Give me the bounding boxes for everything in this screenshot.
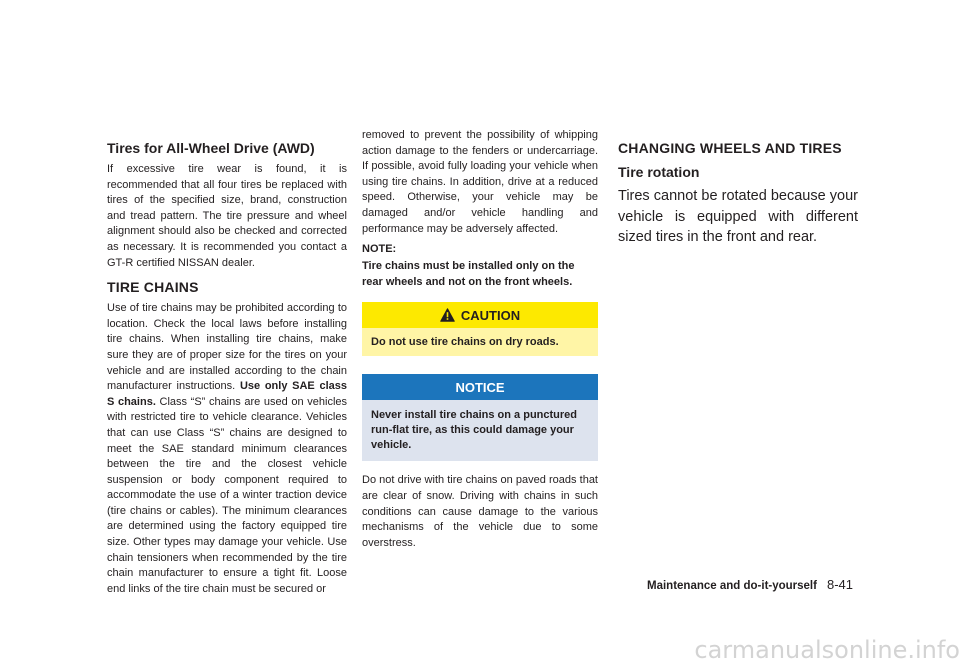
caution-header (362, 302, 598, 328)
notice-text: Never install tire chains on a punctured run-flat tire, as this could damage your vehicle. (362, 400, 598, 461)
tire-rotation-heading: Tire rotation (618, 164, 700, 180)
footer-section-title: Maintenance and do-it-yourself (647, 580, 817, 592)
watermark: carmanualsonline.info (694, 636, 960, 664)
chains-text-a: Use of tire chains may be prohibited according to location. Check the local laws before installing tire chains. When installing tire chains, make sure they are of proper size for the tires on your vehicle and are installed according to the chain manufacturer instructions. (107, 302, 347, 393)
tire-rotation-paragraph: Tires cannot be rotated because your vehicle is equipped with different sized tires in the front and rear. (618, 188, 858, 245)
notice-box (362, 374, 598, 461)
note-label: NOTE: (362, 243, 397, 256)
page-footer (647, 577, 853, 592)
caution-box (362, 302, 598, 356)
tire-chains-paragraph (107, 301, 347, 597)
caution-title: CAUTION (460, 307, 521, 323)
chains-continued-paragraph: removed to prevent the possibility of whipping action damage to the fenders or undercarriage. If possible, avoid fully loading your vehicle when using tire chains. In addition, drive at a reduced speed. Otherwise, your vehicle may be damaged and/or vehicle handling and performance may be adversely affected. (362, 129, 598, 235)
tire-chains-heading: TIRE CHAINS (107, 279, 199, 296)
middle-column (362, 128, 598, 551)
changing-wheels-heading: CHANGING WHEELS AND TIRES (618, 140, 842, 156)
left-column (107, 140, 347, 597)
caution-text: Do not use tire chains on dry roads. (362, 328, 598, 356)
chains-text-c: Class “S” chains are used on vehicles with restricted tire to vehicle clearance. Vehicles that can use Class “S” chains are designed to meet the SAE standard minimum clearances between the tire and the closest vehicle suspension or body component required to accommodate the use of a winter traction device (tire chains or cables). The minimum clearances are determined using the factory equipped tire size. Other types may damage your vehicle. Use chain tensioners when recommended by the tire chain manufacturer to ensure a tight fit. Loose end links of the tire chain must be secured or (107, 395, 348, 595)
page-number: 8-41 (826, 577, 853, 592)
right-column (618, 140, 858, 248)
awd-paragraph: If excessive tire wear is found, it is recommended that all four tires be replaced with tires of the specified size, brand, construction and tread pattern. The tire pressure and wheel alignment should also be checked and corrected as necessary. It is recommended you contact a GT-R certified NISSAN dealer. (107, 163, 347, 269)
note-text: Tire chains must be installed only on the rear wheels and not on the front wheels. (362, 260, 575, 288)
chains-text-bold: Use only SAE class S chains. (107, 380, 348, 408)
awd-heading: Tires for All-Wheel Drive (AWD) (107, 140, 315, 156)
notice-header: NOTICE (362, 374, 598, 400)
warning-triangle-icon (440, 308, 455, 322)
paved-roads-paragraph: Do not drive with tire chains on paved roads that are clear of snow. Driving with chains in such conditions can cause damage to the various mechanisms of the vehicle due to some overstress. (362, 474, 598, 549)
